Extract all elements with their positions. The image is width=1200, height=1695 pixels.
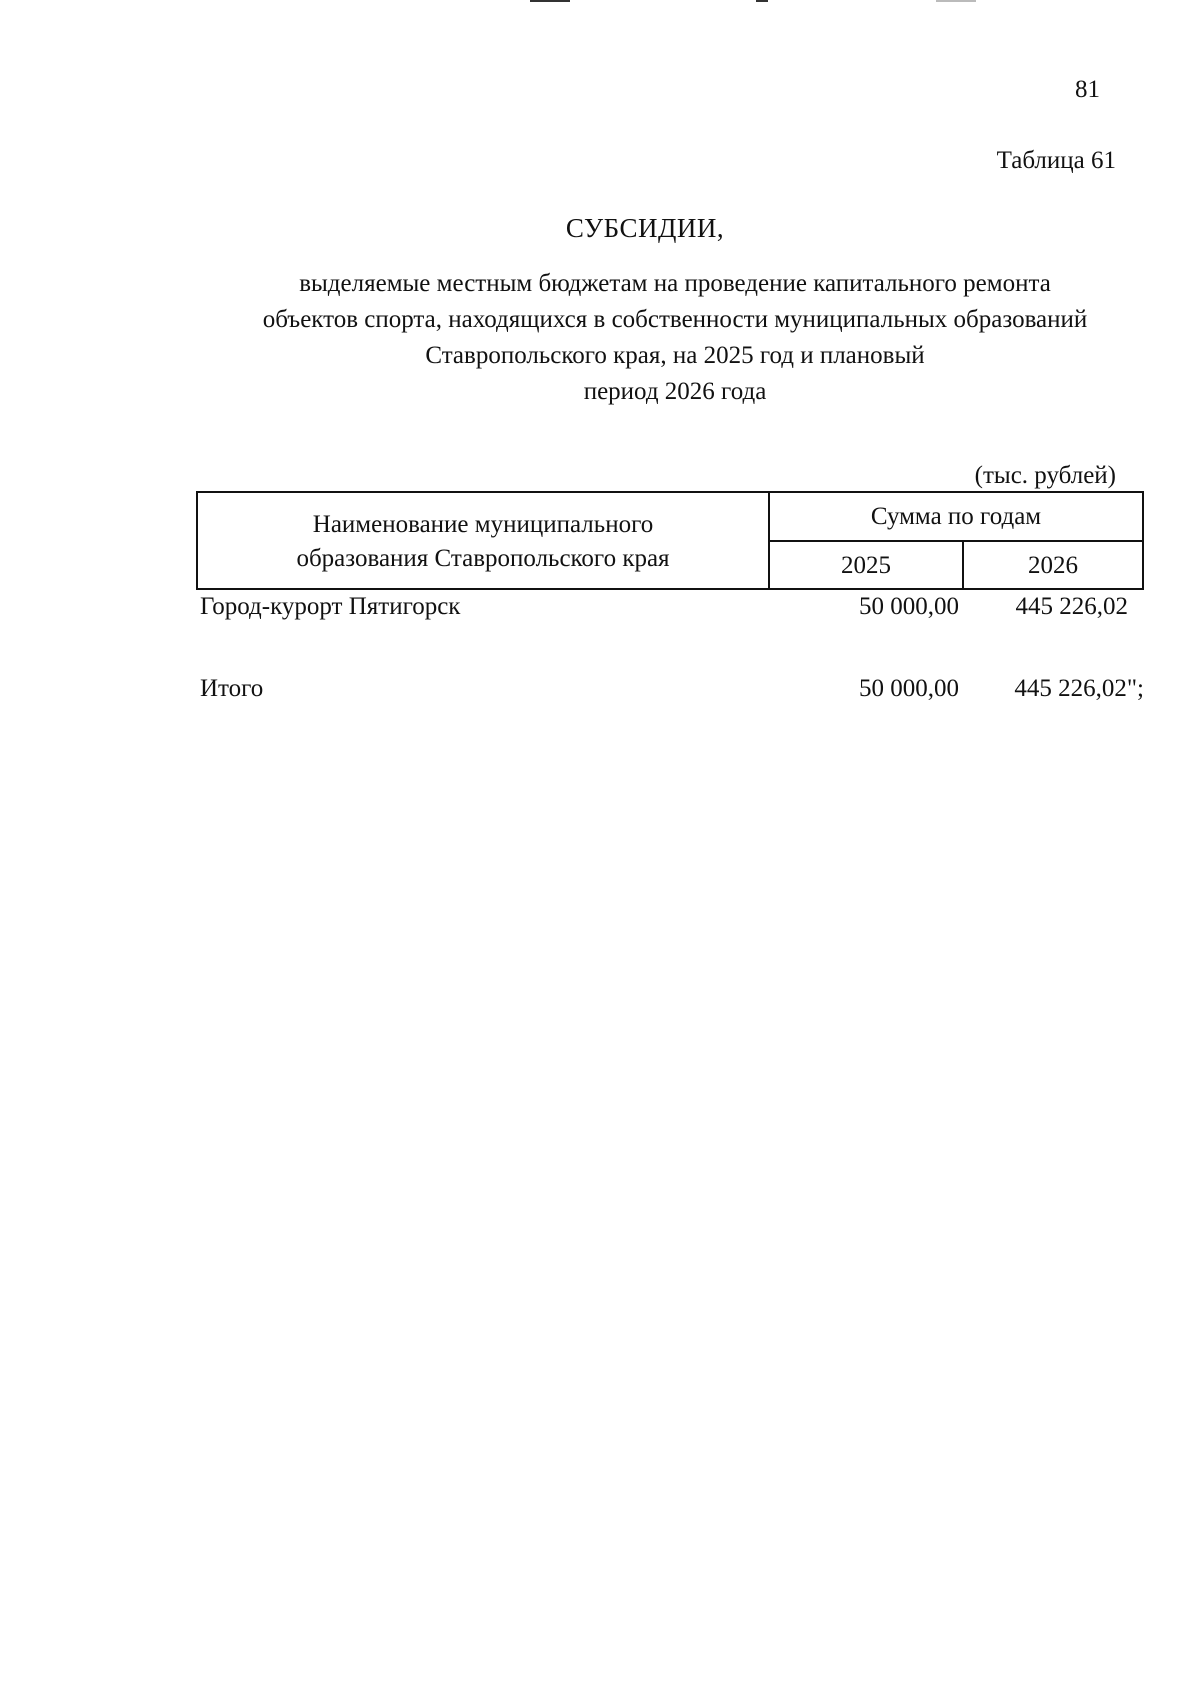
header-name-line: Наименование муниципального (312, 510, 654, 538)
header-municipality-name (198, 493, 770, 590)
header-year-2025: 2025 (770, 542, 964, 590)
scan-artifact (756, 0, 768, 2)
row-value-2026: 445 226,02 (1015, 593, 1128, 620)
header-year-2026: 2026 (1028, 552, 1078, 579)
subtitle-line: выделяемые местным бюджетам на проведение капитального ремонта (299, 270, 1051, 297)
scan-artifact (936, 0, 976, 2)
page-number: 81 (1075, 76, 1100, 103)
row-value-2025: 50 000,00 (859, 593, 959, 620)
subtitle-line: Ставропольского края, на 2025 год и плановый (425, 342, 925, 369)
document-title: СУБСИДИИ, (565, 213, 725, 243)
subtitle-line: период 2026 года (583, 378, 767, 405)
table-header (196, 491, 1144, 590)
subtitle-line: объектов спорта, находящихся в собственности муниципальных образований (262, 306, 1088, 333)
scan-artifact (530, 0, 570, 2)
total-value-2025: 50 000,00 (859, 675, 959, 702)
total-value-2026: 445 226,02"; (1014, 675, 1144, 702)
units-label: (тыс. рублей) (974, 462, 1116, 489)
document-subtitle (190, 266, 1160, 410)
header-sum-by-years: Сумма по годам (770, 493, 1142, 542)
row-municipality-name: Город-курорт Пятигорск (200, 593, 461, 620)
total-label: Итого (200, 675, 264, 702)
table-row (200, 593, 1144, 627)
table-number: Таблица 61 (996, 147, 1116, 174)
table-total-row (200, 675, 1144, 709)
header-name-line: образования Ставропольского края (296, 544, 670, 572)
